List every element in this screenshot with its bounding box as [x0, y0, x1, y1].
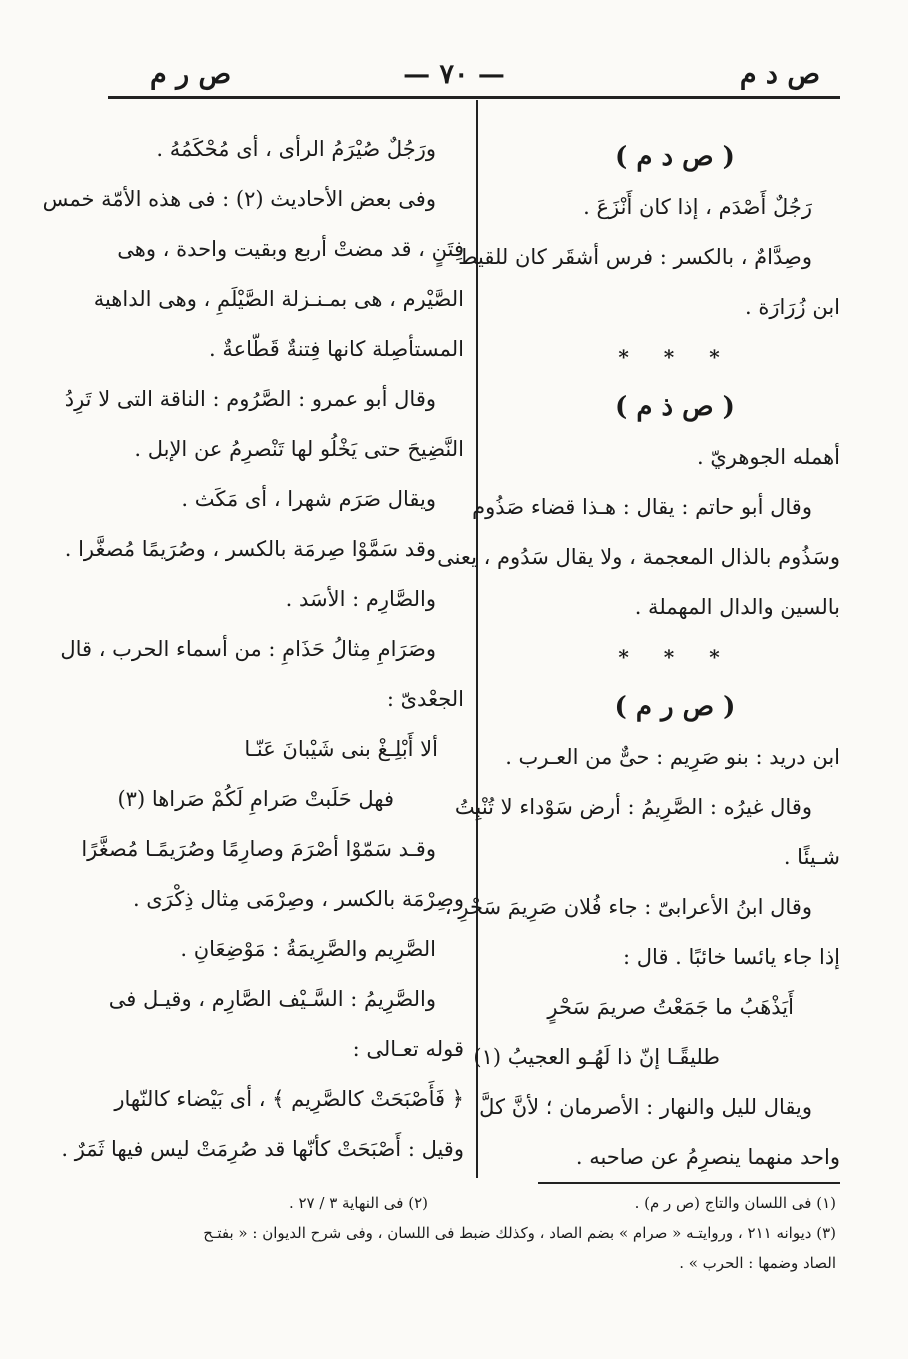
text-line: ﴿ فَأَصْبَحَتْ كالصَّرِيم ﴾ ، أى بَيْضاء كالنّهار: [114, 1087, 464, 1111]
entry-heading: ( ص د م ): [615, 142, 735, 172]
text-line: ابن زُرَارَة .: [745, 295, 840, 319]
paragraph-start-line: وصَرَامِ مِثالُ حَذَامِ : من أسماء الحرب ، قال: [60, 637, 436, 661]
section-separator: * * *: [618, 345, 734, 369]
paragraph-start-line: رَجُلٌ أَصْدَم ، إذا كان أَنْزَعَ .: [583, 195, 812, 219]
entry-heading: ( ص ر م ): [614, 692, 736, 722]
paragraph-start-line: وصِدَّامٌ ، بالكسر : فرس أشقَر كان للقيط: [458, 245, 812, 269]
paragraph-start-line: وقـد سَمّوْا أصْرَمَ وصارِمًا وصُرَيمًـا مُصغَّرًا: [81, 837, 436, 861]
paragraph-start-line: ورَجُلٌ صُيْرَمُ الرأى ، أى مُحْكَمُهُ .: [156, 137, 436, 161]
text-line: فِتَنٍ ، قد مضتْ أربع وبقيت واحدة ، وهى: [117, 237, 464, 261]
page-number: — ٧٠ —: [403, 59, 505, 90]
paragraph-start-line: وقال أبو حاتم : يقال : هـذا قضاء صَذُوم: [472, 495, 812, 519]
paragraph-start-line: والصَّرِيمُ : السَّـيْف الصَّارِم ، وقيـل فى: [108, 987, 436, 1011]
text-line: شـيئًا .: [783, 845, 840, 869]
paragraph-start-line: الصَّرِيم والصَّرِيمَةُ : مَوْضِعَانِ .: [180, 937, 436, 961]
paragraph-start-line: وقال أبو عمرو : الصَّرُوم : الناقة التى لا تَرِدُ: [64, 387, 436, 411]
paragraph-start-line: ويقال صَرَم شهرا ، أى مَكَث .: [181, 487, 436, 511]
left-column: [42, 124, 464, 1174]
text-line: الصَّيْرم ، هى بمـنـزلة الصَّيْلَمِ ، وهى الداهية: [93, 287, 464, 311]
text-line: واحد منهما ينصرِمُ عن صاحبه .: [575, 1145, 840, 1169]
entry-heading: ( ص ذ م ): [615, 392, 735, 422]
header-root-right: ص د م: [739, 59, 820, 90]
footnote-3: (٣) ديوانه ٢١١ ، وروايتـه « صرام » بضم الصاد ، وكذلك ضبط فى اللسان ، وفى شرح الديوان : « بفتـح: [203, 1224, 836, 1242]
paragraph-start-line: وفى بعض الأحاديث (٢) : فى هذه الأمّة خمس: [42, 187, 436, 211]
footnote-1: (١) فى اللسان والتاج (ص ر م) .: [634, 1194, 836, 1212]
paragraph-start-line: وقد سَمَّوْا صِرمَة بالكسر ، وصُرَيمًا مُصغَّرا .: [64, 537, 436, 561]
paragraph-start-line: والصَّارِم : الأسَد .: [285, 587, 436, 611]
header-rule: [108, 96, 840, 99]
text-line: إذا جاء يائسا خائبًا . قال :: [623, 945, 840, 969]
text-line: الجعْدىّ :: [386, 687, 464, 711]
right-column: [437, 132, 840, 1182]
text-line: بالسين والدال المهملة .: [634, 595, 840, 619]
text-line: النَّضِيحَ حتى يَخْلُو لها تَنْصرِمُ عن الإبل .: [134, 437, 464, 461]
paragraph-start-line: ويقال لليل والنهار : الأصرمان ؛ لأنَّ كلَّ: [479, 1095, 812, 1119]
paragraph-start-line: وقال ابنُ الأعرابىّ : جاء فُلان صَرِيمَ سَحْرِ ،: [444, 895, 812, 919]
footnote-3-continued: الصاد وضمها : الحرب » .: [679, 1254, 836, 1272]
text-line: وصِرْمَة بالكسر ، وصِرْمَى مِثال ذِكْرَى .: [132, 887, 464, 911]
verse-line: ألا أَبْلِـغْ بنى شَيْبانَ عَنّـا: [244, 737, 438, 761]
paragraph-start-line: وقال غيرُه : الصَّرِيمُ : أرض سَوْداء لا تُنْبِتُ: [454, 795, 812, 819]
text-line: قوله تعـالى :: [352, 1037, 464, 1061]
verse-line: فهل حَلَبتْ صَرامِ لَكُمْ صَراها (٣): [117, 787, 394, 811]
footnote-2: (٢) فى النهاية ٣ / ٢٧ .: [288, 1194, 428, 1212]
verse-line: أَيَذْهَبُ ما جَمَعْتُ صريمَ سَحْرٍ: [547, 995, 794, 1019]
verse-line: طليقًـا إنّ ذا لَهُـو العجيبُ (١): [473, 1045, 720, 1069]
text-line: ابن دريد : بنو صَرِيم : حىٌّ من العـرب .: [505, 745, 840, 769]
text-line: وقيل : أَصْبَحَتْ كأنّها قد صُرِمَتْ ليس فيها ثَمَرٌ .: [61, 1137, 464, 1161]
section-separator: * * *: [618, 645, 734, 669]
footnote-rule: [538, 1182, 840, 1184]
text-line: المستأصِلة كانها فِتنةٌ قَطّاعةٌ .: [208, 337, 464, 361]
text-line: وسَذُوم بالذال المعجمة ، ولا يقال سَدُوم ، يعنى: [437, 545, 840, 569]
text-line: أهمله الجوهريّ .: [696, 445, 840, 469]
header-root-left: ص ر م: [150, 59, 232, 90]
